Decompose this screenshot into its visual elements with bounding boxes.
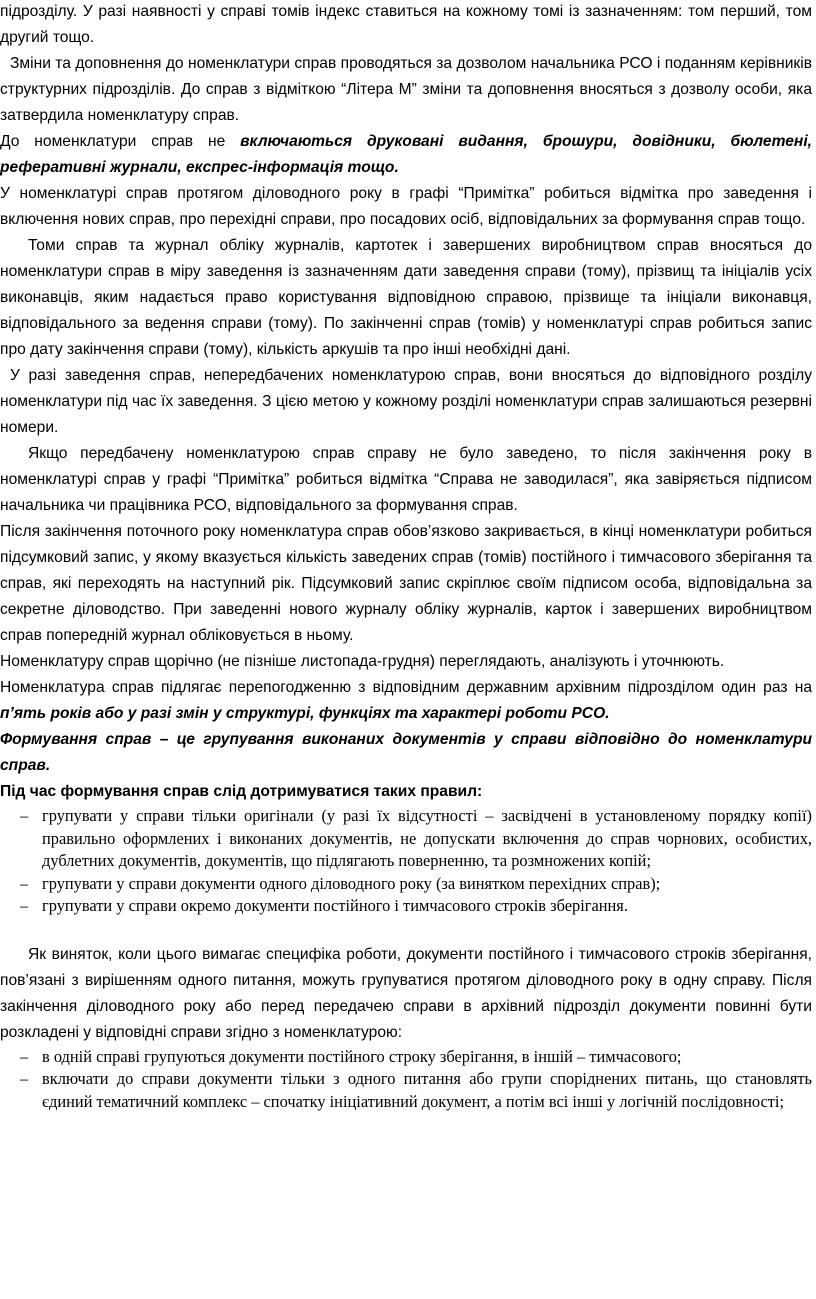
archive-list-text: включати до справи документи тільки з одного питання або групи споріднених питань, що становлять єдиний тематичний комплекс – спочатку ініціативний документ, а потім всі інші у логічній послідовності; xyxy=(42,1069,812,1111)
paragraph-excluded xyxy=(0,129,812,181)
reapproval-period: п’ять років або у разі змін у структурі, функціях та характері роботи РСО. xyxy=(0,705,610,722)
paragraph-unforeseen: У разі заведення справ, непередбачених номенклатурою справ, вони вносяться до відповідного розділу номенклатури під час їх заведення. З цією метою у кожному розділі номенклатури справ залишаються резервні номери. xyxy=(0,367,812,436)
rules-list-item xyxy=(0,805,812,873)
rules-list-item xyxy=(0,895,812,918)
archive-list-item xyxy=(0,1068,812,1113)
rules-list xyxy=(0,805,812,918)
archive-list-item xyxy=(0,1046,812,1069)
paragraph-year-end: Після закінчення поточного року номенклатура справ обов’язково закривається, в кінці номенклатури робиться підсумковий запис, у якому вказується кількість заведених справ (томів) постійного і тимчасового зберігання та справ, які переходять на наступний рік. Підсумковий запис скріплює своїм підписом особа, відповідальна за секретне діловодство. При заведенні нового журналу обліку журналів, карток і завершених виробництвом справ попередній журнал обліковується в ньому. xyxy=(0,523,812,644)
excluded-lead: До номенклатури справ не xyxy=(0,133,241,150)
list-dash: – xyxy=(20,1046,29,1066)
paragraph-reapproval xyxy=(0,675,812,727)
archive-list-text: в одній справі групуються документи постійного строку зберігання, в іншій – тимчасового; xyxy=(42,1046,682,1066)
list-dash: – xyxy=(20,806,29,825)
excluded-items: включаються друковані видання, брошури, довідники, бюлетені, реферативні журнали, експрес-інформація тощо. xyxy=(0,133,813,176)
paragraph-not-opened: Якщо передбачену номенклатурою справ справу не було заведено, то після закінчення року в номенклатурі справ у графі “Примітка” робиться відмітка “Справа не заводилася”, яка завіряється підписом начальника чи працівника РСО, відповідального за формування справ. xyxy=(0,445,812,514)
list-dash: – xyxy=(20,1069,29,1088)
paragraph-notes-column: У номенклатурі справ протягом діловодного року в графі “Примітка” робиться відмітка про заведення і включення нових справ, про перехідні справи, про посадових осіб, відповідальних за формування справ тощо. xyxy=(0,185,812,228)
paragraph-exception: Як виняток, коли цього вимагає специфіка роботи, документи постійного і тимчасового строків зберігання, пов’язані з вирішенням одного питання, можуть групуватися протягом діловодного року в одну справу. Після закінчення діловодного року або перед передачею справи в архівний підрозділ документи повинні бути розкладені у відповідні справи згідно з номенклатурою: xyxy=(0,945,812,1041)
paragraph-definition: Формування справ – це групування виконаних документів у справи відповідно до номенклатури справ. xyxy=(0,731,812,774)
paragraph-changes: Зміни та доповнення до номенклатури справ проводяться за дозволом начальника РСО і поданням керівників структурних підрозділів. До справ з відміткою “Літера М” зміни та доповнення вносяться з дозволу особи, яка затвердила номенклатуру справ. xyxy=(0,55,812,124)
paragraph-volumes: Томи справ та журнал обліку журналів, картотек і завершених виробництвом справ вносяться до номенклатури справ в міру заведення із зазначенням дати заведення справи (тому), прізвищ та ініціалів усіх виконавців, яким надається право користування відповідною справою, прізвище та ініціали виконавця, відповідального за ведення справи (тому). По закінченні справ (томів) у номенклатурі справ робиться запис про дату закінчення справи (тому), кількість аркушів та про інші необхідні дані. xyxy=(0,237,812,358)
rules-list-text: групувати у справи окремо документи постійного і тимчасового строків зберігання. xyxy=(42,896,628,915)
rules-list-item xyxy=(0,873,812,896)
archive-list xyxy=(0,1046,812,1114)
list-dash: – xyxy=(20,896,29,915)
paragraph-annual-review: Номенклатуру справ щорічно (не пізніше листопада-грудня) переглядають, аналізують і уточнюють. xyxy=(0,653,725,670)
rules-list-text: групувати у справи тільки оригінали (у разі їх відсутності – засвідчені в установленому порядку копії) правильно оформлених і виконаних документів, не допускати включення до справ чорнових, особистих, дублетних документів, документів, що підлягають поверненню, та розмножених копій; xyxy=(42,806,812,870)
reapproval-lead: Номенклатура справ підлягає перепогодженню з відповідним державним архівним підрозділом один раз на xyxy=(0,679,812,696)
paragraph-rules-heading: Під час формування справ слід дотримуватися таких правил: xyxy=(0,783,483,800)
rules-list-text: групувати у справи документи одного діловодного року (за винятком перехідних справ); xyxy=(42,873,661,893)
paragraph-volume-index: підрозділу. У разі наявності у справі томів індекс ставиться на кожному томі із зазначенням: том перший, том другий тощо. xyxy=(0,3,812,46)
section-gap xyxy=(0,918,812,942)
list-dash: – xyxy=(20,873,29,893)
